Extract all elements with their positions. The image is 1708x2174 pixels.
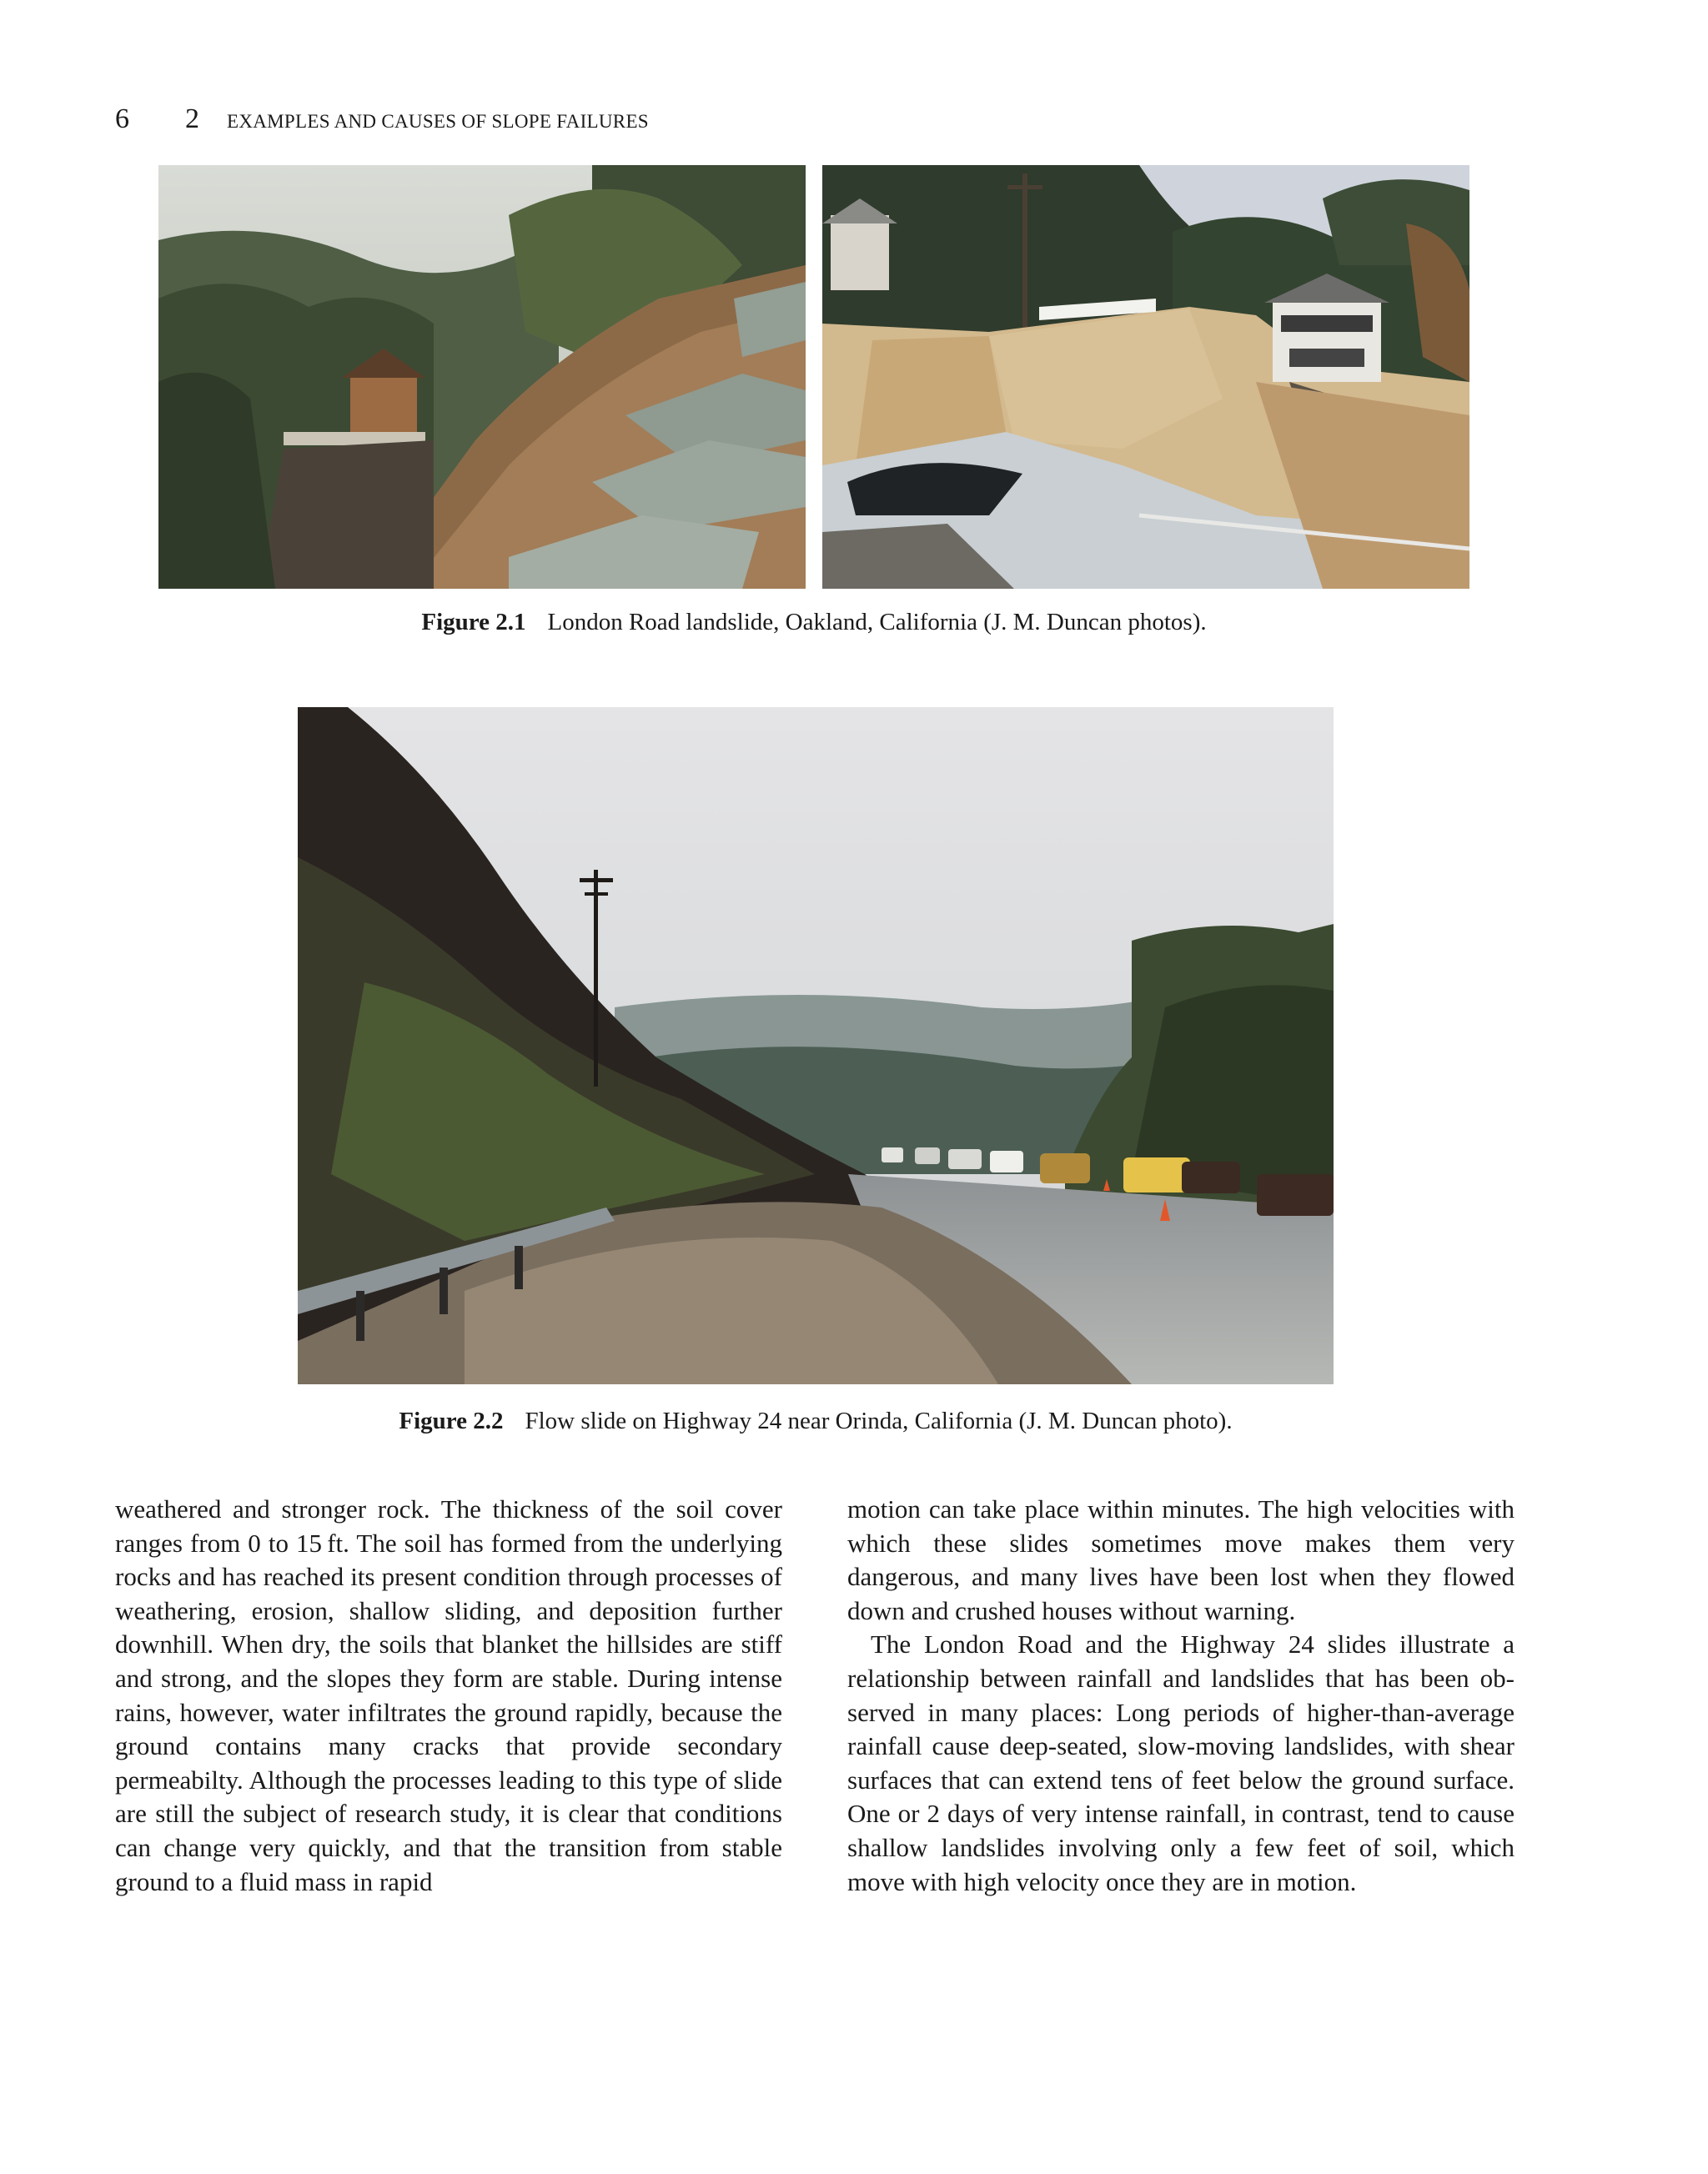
figure-2-1-caption xyxy=(0,609,1628,636)
right-column xyxy=(847,1493,1515,1899)
running-head xyxy=(115,103,649,137)
figure-caption-text: Flow slide on Highway 24 near Orinda, California (J. M. Duncan photo). xyxy=(525,1408,1233,1434)
chapter-number: 2 xyxy=(185,103,199,134)
chapter-title: EXAMPLES AND CAUSES OF SLOPE FAILURES xyxy=(227,111,649,132)
highway-flow-slide-photo xyxy=(298,707,1334,1384)
figure-2-2-photo xyxy=(298,707,1334,1384)
collapsed-slope-photo xyxy=(822,165,1469,589)
figure-caption-text: London Road landslide, Oakland, California (J. M. Duncan photos). xyxy=(547,609,1207,635)
page-number: 6 xyxy=(115,103,129,134)
figure-2-1-photo-right xyxy=(822,165,1469,589)
figure-2-1-photo-left xyxy=(158,165,806,589)
paragraph: weathered and stronger rock. The thickness of the soil cover ranges from 0 to 15 ft. The soil has formed from the underlying rocks and has reached its present condition through processes of weathering, erosion, shallow sliding, and deposition further downhill. When dry, the soils that blanket the hillsides are stiff and strong, and the slopes they form are stable. During intense rains, however, water infiltrates the ground rapidly, because the ground contains many cracks that provide secondary permeabilty. Although the processes leading to this type of slide are still the subject of research study, it is clear that conditions can change very quickly, and that the transition from stable ground to a fluid mass in rapid xyxy=(115,1494,782,1896)
figure-2-2-caption xyxy=(0,1408,1631,1435)
paragraph: The London Road and the Highway 24 slides illustrate a relationship between rainfall and landslides that has been observed in many places: Long periods of higher-than-average rainfall cause deep-seated, slow-moving landslides, with shear surfaces that can extend tens of feet below the ground surface. One or 2 days of very intense rainfall, in contrast, tend to cause shallow landslides involving only a few feet of soil, which move with high velocity once they are in motion. xyxy=(847,1629,1515,1896)
figure-label: Figure 2.1 xyxy=(421,609,526,635)
landslide-house-photo xyxy=(158,165,806,589)
paragraph: motion can take place within minutes. The high velocities with which these slides sometimes move makes them very dangerous, and many lives have been lost when they flowed down and crushed houses without warning. xyxy=(847,1494,1515,1625)
figure-label: Figure 2.2 xyxy=(399,1408,504,1434)
left-column xyxy=(115,1493,782,1899)
